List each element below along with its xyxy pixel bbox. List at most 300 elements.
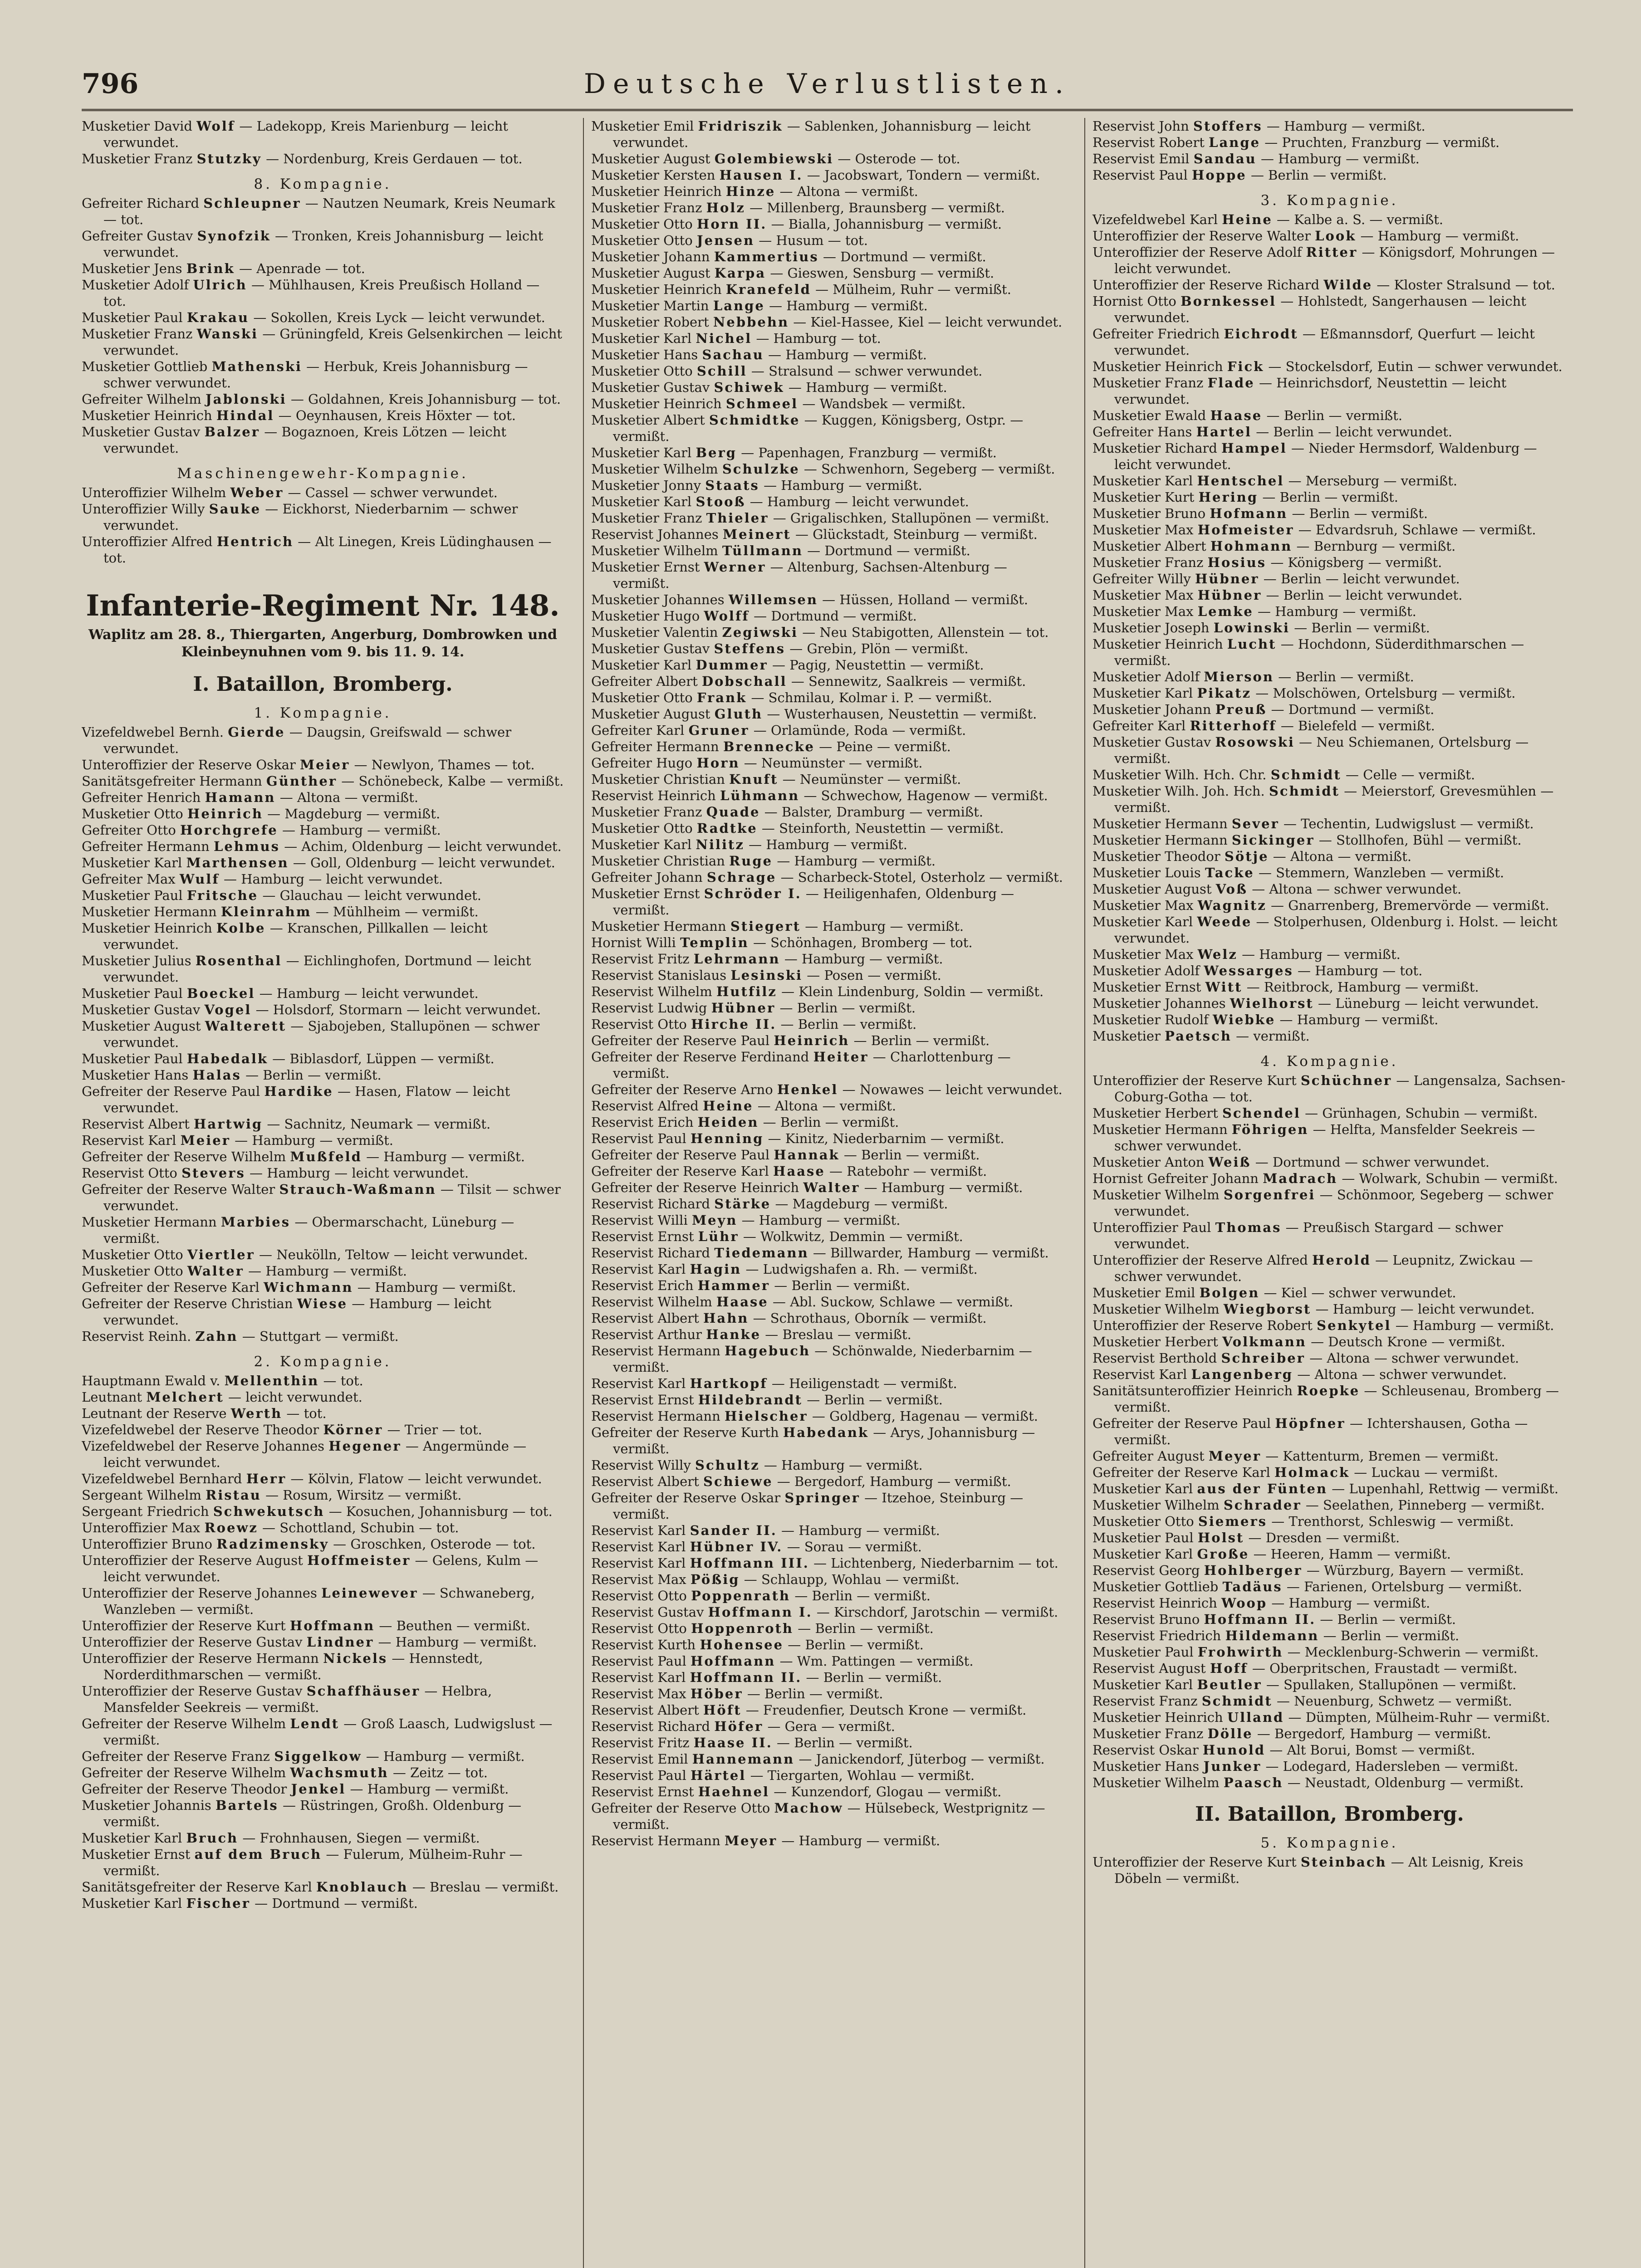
casualty-entry bbox=[1092, 1513, 1567, 1530]
entry-surname: Hofmeister bbox=[1197, 522, 1294, 538]
entry-rank: Musketier Heinrich bbox=[1092, 1710, 1223, 1725]
entry-details: — Celle — vermißt. bbox=[1346, 767, 1475, 782]
entry-details: — Hamburg — vermißt. bbox=[1360, 228, 1519, 244]
entry-rank: Gefreiter der Reserve Paul bbox=[591, 1147, 770, 1163]
entry-details: — Hasen, Flatow — leicht verwundet. bbox=[103, 1084, 510, 1115]
entry-surname: Synofzik bbox=[197, 228, 271, 244]
casualty-entry bbox=[82, 1438, 564, 1471]
casualty-entry bbox=[82, 151, 564, 167]
entry-rank: Musketier Karl bbox=[591, 331, 692, 346]
casualty-entry bbox=[591, 934, 1065, 951]
casualty-entry bbox=[591, 1081, 1065, 1098]
entry-details: — Berlin — vermißt. bbox=[780, 1017, 917, 1032]
casualty-entry bbox=[82, 195, 564, 228]
entry-surname: Fischer bbox=[186, 1896, 250, 1911]
entry-rank: Musketier Johann bbox=[1092, 702, 1211, 717]
entry-surname: Bartels bbox=[215, 1798, 279, 1813]
casualty-entry bbox=[1092, 995, 1567, 1012]
entry-rank: Vizefeldwebel Karl bbox=[1092, 212, 1218, 227]
entry-surname: Wilde bbox=[1323, 277, 1373, 293]
casualty-entry bbox=[1092, 505, 1567, 522]
casualty-entry bbox=[1092, 1677, 1567, 1693]
entry-surname: Lesinski bbox=[730, 968, 803, 983]
entry-details: — Glückstadt, Steinburg — vermißt. bbox=[795, 527, 1038, 542]
entry-rank: Reservist Emil bbox=[591, 1751, 688, 1767]
entry-rank: Musketier Franz bbox=[82, 326, 193, 342]
casualty-entry bbox=[82, 309, 564, 326]
entry-rank: Unteroffizier der Reserve Kurt bbox=[1092, 1073, 1297, 1088]
entry-surname: Meier bbox=[300, 757, 350, 772]
entry-surname: Höpfner bbox=[1275, 1416, 1346, 1431]
entry-surname: Sander II. bbox=[690, 1523, 777, 1538]
entry-surname: Kolbe bbox=[216, 920, 266, 936]
casualty-entry bbox=[591, 1490, 1065, 1522]
entry-surname: Hohmann bbox=[1210, 538, 1293, 554]
entry-rank: Musketier Franz bbox=[82, 151, 193, 166]
casualty-entry bbox=[1092, 1317, 1567, 1334]
entry-rank: Reservist Richard bbox=[591, 1196, 710, 1212]
entry-rank: Reservist Ernst bbox=[591, 1229, 694, 1244]
casualty-entry bbox=[82, 1585, 564, 1618]
entry-details: — vermißt. bbox=[1236, 1028, 1310, 1044]
casualty-entry bbox=[82, 789, 564, 806]
casualty-entry bbox=[1092, 167, 1567, 183]
entry-surname: Wiebke bbox=[1212, 1012, 1276, 1027]
entry-surname: Fridriszik bbox=[698, 118, 783, 134]
page-number: 796 bbox=[82, 68, 139, 100]
entry-surname: Weiß bbox=[1208, 1154, 1251, 1170]
entry-surname: Schröder I. bbox=[704, 886, 802, 901]
entry-details: — Schönebeck, Kalbe — vermißt. bbox=[341, 773, 564, 789]
entry-surname: Hunold bbox=[1202, 1742, 1266, 1758]
entry-details: — Berlin — vermißt. bbox=[807, 1392, 943, 1408]
entry-surname: Hardike bbox=[264, 1084, 333, 1099]
casualty-entry bbox=[82, 904, 564, 920]
entry-surname: Paetsch bbox=[1165, 1028, 1232, 1044]
entry-details: — Berlin — vermißt. bbox=[1266, 408, 1403, 423]
entry-surname: Schmidt bbox=[1269, 783, 1340, 799]
entry-details: — Pruchten, Franzburg — vermißt. bbox=[1264, 135, 1500, 150]
casualty-entry bbox=[591, 1228, 1065, 1245]
entry-details: — Dortmund — vermißt. bbox=[754, 608, 917, 624]
entry-surname: Poppenrath bbox=[691, 1588, 791, 1603]
entry-details: — Hamburg — tot. bbox=[1298, 963, 1423, 978]
entry-details: — Meierstorf, Grevesmühlen — vermißt. bbox=[1114, 783, 1554, 815]
entry-details: — Sennewitz, Saalkreis — vermißt. bbox=[791, 674, 1026, 689]
entry-surname: Beutler bbox=[1197, 1677, 1262, 1692]
entry-details: — Berlin — leicht verwundet. bbox=[1256, 424, 1453, 440]
entry-surname: Sachau bbox=[702, 347, 764, 362]
entry-details: — Holsdorf, Stormarn — leicht verwundet. bbox=[255, 1002, 541, 1017]
casualty-entry bbox=[1092, 1725, 1567, 1742]
entry-rank: Reservist Erich bbox=[591, 1114, 694, 1130]
entry-rank: Gefreiter der Reserve Wilhelm bbox=[82, 1765, 286, 1780]
entry-rank: Reservist Hermann bbox=[591, 1343, 720, 1359]
entry-rank: Reservist Max bbox=[591, 1686, 686, 1701]
entry-details: — Wm. Pattingen — vermißt. bbox=[779, 1653, 974, 1669]
entry-rank: Musketier Karl bbox=[591, 837, 692, 852]
casualty-entry bbox=[82, 1879, 564, 1895]
entry-surname: Höft bbox=[703, 1702, 742, 1718]
entry-surname: Meyer bbox=[1208, 1448, 1262, 1464]
entry-rank: Musketier Otto bbox=[591, 690, 693, 705]
casualty-entry bbox=[591, 1424, 1065, 1457]
entry-rank: Musketier Otto bbox=[1092, 1514, 1194, 1529]
entry-details: — Mecklenburg-Schwerin — vermißt. bbox=[1287, 1644, 1539, 1660]
entry-details: — Stralsund — schwer verwundet. bbox=[751, 363, 983, 379]
entry-details: — Schwechow, Hagenow — vermißt. bbox=[803, 788, 1048, 803]
entry-surname: Hoffmeister bbox=[307, 1553, 411, 1568]
entry-rank: Reservist Willi bbox=[591, 1212, 688, 1228]
entry-surname: Hoppenroth bbox=[691, 1621, 794, 1636]
entry-details: — Goll, Oldenburg — leicht verwundet. bbox=[293, 855, 555, 870]
entry-surname: Paasch bbox=[1223, 1775, 1283, 1790]
entry-details: — Berlin — leicht verwundet. bbox=[1263, 571, 1460, 587]
entry-rank: Reservist Erich bbox=[591, 1278, 694, 1293]
casualty-entry bbox=[82, 1781, 564, 1797]
entry-surname: Walter bbox=[803, 1180, 860, 1195]
entry-details: — Gieswen, Sensburg — vermißt. bbox=[770, 265, 994, 281]
entry-rank: Musketier Louis bbox=[1092, 865, 1201, 880]
entry-rank: Reservist Georg bbox=[1092, 1563, 1200, 1578]
entry-details: — Berlin — vermißt. bbox=[794, 1588, 931, 1603]
entry-details: — Helbra, Mansfelder Seekreis — vermißt. bbox=[103, 1683, 492, 1715]
entry-details: — Apenrade — tot. bbox=[239, 261, 365, 276]
casualty-entry bbox=[1092, 979, 1567, 995]
entry-surname: Nilitz bbox=[696, 837, 745, 852]
entry-surname: Willemsen bbox=[728, 592, 818, 607]
casualty-entry bbox=[591, 200, 1065, 216]
casualty-entry bbox=[82, 1748, 564, 1765]
battalion-heading: II. Bataillon, Bromberg. bbox=[1195, 1803, 1464, 1826]
entry-surname: Springer bbox=[784, 1490, 860, 1505]
entry-surname: Gierde bbox=[228, 724, 285, 740]
entry-surname: Lange bbox=[713, 298, 765, 313]
entry-surname: Hoffmann I. bbox=[708, 1604, 813, 1620]
entry-surname: Hofmann bbox=[1210, 506, 1288, 521]
casualty-entry bbox=[82, 773, 564, 789]
casualty-entry bbox=[1092, 734, 1567, 767]
casualty-entry bbox=[82, 1716, 564, 1748]
entry-details: — Berlin — vermißt. bbox=[798, 1621, 934, 1636]
casualty-entry bbox=[1092, 718, 1567, 734]
entry-rank: Musketier Karl bbox=[1092, 1677, 1193, 1692]
entry-details: — Schönhagen, Bromberg — tot. bbox=[753, 935, 973, 950]
casualty-entry bbox=[591, 1375, 1065, 1392]
entry-rank: Unteroffizier Wilhelm bbox=[82, 485, 226, 500]
entry-details: — Dortmund — vermißt. bbox=[255, 1896, 418, 1911]
entry-surname: Bornkessel bbox=[1181, 293, 1276, 309]
entry-details: — Hamburg — leicht verwundet. bbox=[103, 1296, 491, 1328]
casualty-entry bbox=[591, 1179, 1065, 1196]
casualty-entry bbox=[82, 358, 564, 391]
entry-surname: Leinewever bbox=[321, 1585, 418, 1601]
entry-surname: Rosowski bbox=[1215, 734, 1295, 750]
casualty-entry bbox=[82, 724, 564, 757]
casualty-entry bbox=[82, 985, 564, 1002]
entry-details: — Grüningfeld, Kreis Gelsenkirchen — leicht verwundet. bbox=[103, 326, 563, 358]
entry-details: — Alt Linegen, Kreis Lüdinghausen — tot. bbox=[103, 534, 552, 566]
casualty-entry bbox=[591, 1735, 1065, 1751]
entry-details: — Angermünde — leicht verwundet. bbox=[103, 1438, 527, 1470]
entry-details: — Kloster Stralsund — tot. bbox=[1376, 277, 1555, 293]
entry-details: — Grigalischken, Stallupönen — vermißt. bbox=[773, 510, 1049, 526]
casualty-entry bbox=[591, 445, 1065, 461]
entry-surname: Ulland bbox=[1227, 1710, 1284, 1725]
entry-rank: Musketier Karl bbox=[82, 1896, 182, 1911]
entry-rank: Musketier Gustav bbox=[591, 380, 710, 395]
entry-details: — Groß Laasch, Ludwigslust — vermißt. bbox=[103, 1716, 553, 1748]
entry-details: — Sachnitz, Neumark — vermißt. bbox=[267, 1116, 491, 1132]
casualty-entry bbox=[591, 379, 1065, 396]
casualty-entry bbox=[82, 484, 564, 501]
entry-rank: Musketier Paul bbox=[82, 1051, 183, 1066]
entry-rank: Musketier Karl bbox=[1092, 685, 1193, 701]
entry-surname: Nickels bbox=[323, 1651, 388, 1666]
entry-surname: Hildebrandt bbox=[698, 1392, 803, 1408]
entry-details: — Bergedorf, Hamburg — vermißt. bbox=[777, 1474, 1011, 1489]
entry-rank: Musketier Jonny bbox=[591, 478, 701, 493]
casualty-entry bbox=[1092, 538, 1567, 554]
casualty-entry bbox=[82, 1487, 564, 1503]
casualty-entry bbox=[1092, 1448, 1567, 1464]
casualty-entry bbox=[591, 1294, 1065, 1310]
casualty-entry bbox=[1092, 1383, 1567, 1415]
entry-details: — Dortmund — schwer verwundet. bbox=[1255, 1154, 1490, 1170]
entry-surname: Krakau bbox=[186, 310, 250, 325]
entry-details: — Bernburg — vermißt. bbox=[1296, 538, 1456, 554]
entry-surname: Pößig bbox=[690, 1572, 740, 1587]
entry-surname: Bolgen bbox=[1199, 1285, 1260, 1300]
casualty-entry bbox=[591, 543, 1065, 559]
entry-details: — Husum — tot. bbox=[759, 233, 868, 248]
entry-surname: Hammer bbox=[697, 1278, 770, 1293]
casualty-entry bbox=[591, 1016, 1065, 1032]
entry-details: — Balster, Dramburg — vermißt. bbox=[764, 804, 984, 820]
entry-details: — Neuenburg, Schwetz — vermißt. bbox=[1277, 1693, 1512, 1709]
entry-surname: Dummer bbox=[696, 657, 768, 673]
entry-details: — Schlaupp, Wohlau — vermißt. bbox=[744, 1572, 960, 1587]
entry-surname: Hildemann bbox=[1225, 1628, 1319, 1643]
casualty-entry bbox=[82, 326, 564, 358]
entry-surname: Hannemann bbox=[692, 1751, 795, 1767]
entry-details: — Hamburg — vermißt. bbox=[777, 853, 936, 869]
entry-rank: Gefreiter der Reserve Ferdinand bbox=[591, 1049, 809, 1065]
entry-details: — Obermarschacht, Lüneburg — vermißt. bbox=[103, 1214, 514, 1246]
entry-surname: Heine bbox=[1222, 212, 1273, 227]
casualty-entry bbox=[1092, 1121, 1567, 1154]
entry-surname: Schwekutsch bbox=[213, 1504, 325, 1519]
entry-details: — Altona — schwer verwundet. bbox=[1309, 1350, 1519, 1366]
entry-surname: Hinze bbox=[725, 184, 776, 199]
entry-surname: Lehmus bbox=[213, 839, 280, 854]
entry-rank: Musketier Paul bbox=[82, 888, 183, 903]
entry-surname: Boeckel bbox=[186, 986, 255, 1001]
entry-rank: Musketier Karl bbox=[591, 494, 692, 509]
entry-rank: Musketier Hugo bbox=[591, 608, 700, 624]
company-heading: 3. Kompagnie. bbox=[1260, 192, 1399, 209]
entry-details: — Hülsebeck, Westprignitz — vermißt. bbox=[613, 1800, 1045, 1832]
casualty-entry bbox=[591, 1588, 1065, 1604]
entry-surname: Schulzke bbox=[722, 461, 800, 477]
entry-surname: Weber bbox=[230, 485, 284, 500]
entry-surname: Lucht bbox=[1227, 636, 1277, 652]
entry-rank: Reservist Karl bbox=[591, 1523, 686, 1538]
entry-surname: Hosius bbox=[1207, 555, 1267, 570]
entry-surname: Hamann bbox=[205, 790, 276, 805]
entry-surname: Frohwirth bbox=[1197, 1644, 1283, 1660]
entry-details: — Altona — vermißt. bbox=[779, 184, 918, 199]
entry-details: — Itzehoe, Steinburg — vermißt. bbox=[613, 1490, 1024, 1522]
entry-rank: Reservist Johannes bbox=[591, 527, 719, 542]
casualty-entry bbox=[591, 1702, 1065, 1718]
entry-surname: Melchert bbox=[146, 1389, 224, 1405]
casualty-entry bbox=[591, 1343, 1065, 1375]
entry-rank: Reservist Max bbox=[591, 1572, 686, 1587]
casualty-entry bbox=[591, 1637, 1065, 1653]
entry-details: — Achim, Oldenburg — leicht verwundet. bbox=[284, 839, 562, 854]
entry-surname: Lühmann bbox=[720, 788, 800, 803]
company-heading: 2. Kompagnie. bbox=[254, 1354, 392, 1370]
entry-surname: Lange bbox=[1209, 135, 1261, 150]
casualty-entry bbox=[591, 706, 1065, 722]
company-heading: 4. Kompagnie. bbox=[1260, 1053, 1399, 1070]
entry-rank: Musketier Hermann bbox=[1092, 1122, 1228, 1137]
entry-rank: Musketier August bbox=[82, 1018, 201, 1034]
casualty-entry bbox=[591, 1473, 1065, 1490]
casualty-entry bbox=[1092, 358, 1567, 375]
entry-rank: Musketier Richard bbox=[1092, 440, 1217, 456]
entry-rank: Musketier Wilhelm bbox=[591, 461, 718, 477]
entry-details: — Farienen, Ortelsburg — vermißt. bbox=[1286, 1579, 1522, 1594]
casualty-entry bbox=[82, 1279, 564, 1295]
casualty-entry bbox=[1092, 1742, 1567, 1758]
casualty-entry bbox=[1092, 244, 1567, 277]
entry-rank: Musketier Gottlieb bbox=[82, 359, 208, 374]
casualty-entry bbox=[1092, 1611, 1567, 1628]
casualty-entry bbox=[591, 820, 1065, 836]
entry-details: — Lichtenberg, Niederbarnim — tot. bbox=[813, 1555, 1058, 1571]
entry-details: — Stockelsdorf, Eutin — schwer verwundet. bbox=[1268, 359, 1563, 374]
entry-surname: Staats bbox=[705, 478, 759, 493]
entry-rank: Musketier Gottlieb bbox=[1092, 1579, 1219, 1594]
entry-rank: Gefreiter Friedrich bbox=[1092, 326, 1220, 342]
entry-surname: Sötje bbox=[1224, 849, 1269, 864]
entry-details: — Dresden — vermißt. bbox=[1248, 1530, 1400, 1545]
entry-details: — Billwarder, Hamburg — vermißt. bbox=[813, 1245, 1049, 1261]
casualty-entry bbox=[1092, 375, 1567, 407]
entry-rank: Musketier Hermann bbox=[82, 1214, 217, 1230]
entry-surname: Wanski bbox=[196, 326, 258, 342]
entry-surname: Lehrmann bbox=[693, 951, 780, 967]
entry-rank: Musketier Otto bbox=[591, 216, 693, 232]
entry-rank: Gefreiter der Reserve Wilhelm bbox=[82, 1149, 286, 1164]
entry-rank: Musketier Franz bbox=[591, 804, 702, 820]
casualty-entry bbox=[591, 1539, 1065, 1555]
entry-rank: Musketier Valentin bbox=[591, 625, 718, 640]
entry-surname: Hohensee bbox=[700, 1637, 784, 1652]
casualty-entry bbox=[1092, 134, 1567, 151]
entry-details: — Papenhagen, Franzburg — vermißt. bbox=[741, 445, 997, 460]
entry-rank: Gefreiter Karl bbox=[1092, 718, 1186, 733]
entry-rank: Musketier Adolf bbox=[1092, 669, 1200, 684]
entry-surname: Heinrich bbox=[187, 806, 263, 821]
entry-details: — Neu Stabigotten, Allenstein — tot. bbox=[802, 625, 1049, 640]
entry-surname: Hübner bbox=[711, 1000, 776, 1016]
casualty-entry bbox=[591, 1130, 1065, 1147]
entry-surname: Schmeel bbox=[725, 396, 798, 411]
entry-surname: Herold bbox=[1312, 1252, 1371, 1268]
entry-rank: Gefreiter der Reserve Paul bbox=[82, 1084, 260, 1099]
entry-rank: Gefreiter der Reserve Franz bbox=[82, 1749, 270, 1764]
entry-details: — Bogaznoen, Kreis Lötzen — leicht verwundet. bbox=[103, 424, 506, 456]
entry-surname: Hartel bbox=[1196, 424, 1252, 440]
entry-details: — Osterode — tot. bbox=[838, 151, 960, 166]
entry-details: — Hüssen, Holland — vermißt. bbox=[822, 592, 1029, 607]
entry-rank: Musketier August bbox=[591, 706, 710, 722]
entry-details: — Kölvin, Flatow — leicht verwundet. bbox=[290, 1471, 542, 1486]
entry-details: — tot. bbox=[323, 1373, 363, 1388]
entry-surname: Heiden bbox=[697, 1114, 759, 1130]
casualty-entry bbox=[1092, 1595, 1567, 1611]
entry-surname: Wielhorst bbox=[1230, 996, 1314, 1011]
casualty-entry bbox=[591, 885, 1065, 918]
entry-rank: Gefreiter der Reserve Paul bbox=[1092, 1416, 1271, 1431]
entry-details: — Schönmoor, Segeberg — schwer verwundet. bbox=[1114, 1187, 1553, 1219]
entry-details: — Hamburg — vermißt. bbox=[769, 298, 928, 313]
regiment-subheading: Waplitz am 28. 8., Thiergarten, Angerburg, Dombrowken und Kleinbeynuhnen vom 9. bis 11. 9. 14. bbox=[88, 627, 557, 660]
entry-rank: Gefreiter Johann bbox=[591, 870, 703, 885]
entry-surname: Fick bbox=[1227, 359, 1264, 374]
entry-surname: Hagin bbox=[690, 1261, 742, 1277]
entry-details: — Lodegard, Hadersleben — vermißt. bbox=[1265, 1759, 1519, 1774]
entry-surname: Heiter bbox=[813, 1049, 869, 1065]
casualty-entry bbox=[591, 412, 1065, 445]
casualty-entry bbox=[591, 640, 1065, 657]
entry-rank: Musketier Johannis bbox=[82, 1798, 211, 1813]
entry-surname: Jenkel bbox=[291, 1781, 346, 1797]
entry-rank: Musketier Karl bbox=[82, 1830, 182, 1846]
casualty-entry bbox=[1092, 1530, 1567, 1546]
casualty-entry bbox=[1092, 211, 1567, 228]
entry-details: — Peine — vermißt. bbox=[819, 739, 951, 754]
entry-details: — Berlin — vermißt. bbox=[245, 1067, 382, 1083]
casualty-entry bbox=[82, 1132, 564, 1149]
entry-details: — Breslau — vermißt. bbox=[412, 1879, 559, 1895]
entry-rank: Musketier Hermann bbox=[591, 919, 726, 934]
entry-details: — Hamburg — vermißt. bbox=[741, 1212, 901, 1228]
entry-details: — Lüneburg — leicht verwundet. bbox=[1318, 996, 1539, 1011]
entry-rank: Musketier Franz bbox=[1092, 375, 1204, 391]
entry-surname: Sorgenfrei bbox=[1223, 1187, 1316, 1202]
entry-surname: Hering bbox=[1198, 489, 1259, 505]
entry-details: — Altona — vermißt. bbox=[279, 790, 419, 805]
entry-rank: Gefreiter August bbox=[1092, 1448, 1205, 1464]
entry-surname: Schreiber bbox=[1221, 1350, 1305, 1366]
entry-details: — Zeitz — tot. bbox=[392, 1765, 488, 1780]
entry-surname: Hagebuch bbox=[725, 1343, 811, 1359]
entry-details: — Berlin — vermißt. bbox=[1320, 1612, 1456, 1627]
entry-rank: Reservist Berthold bbox=[1092, 1350, 1217, 1366]
entry-details: — Dortmund — vermißt. bbox=[1271, 702, 1435, 717]
casualty-entry bbox=[1092, 897, 1567, 914]
entry-details: — Berlin — vermißt. bbox=[806, 1670, 942, 1685]
entry-details: — Glauchau — leicht verwundet. bbox=[262, 888, 481, 903]
entry-rank: Musketier Emil bbox=[591, 118, 694, 134]
entry-surname: Schultz bbox=[695, 1457, 760, 1473]
entry-surname: Schmidt bbox=[1270, 767, 1342, 782]
entry-surname: Welz bbox=[1197, 947, 1238, 962]
